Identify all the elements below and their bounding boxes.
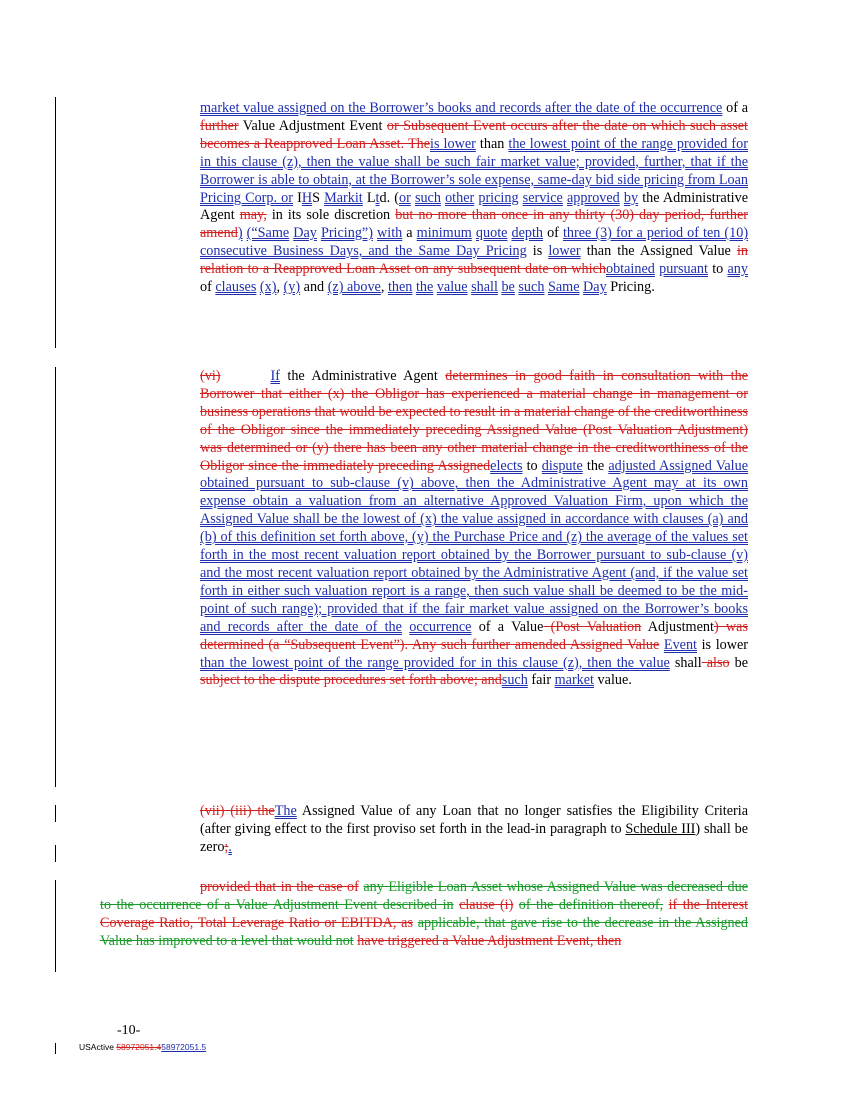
- deleted-text: may,: [239, 207, 267, 224]
- moved-deleted-text: any Eligible Loan Asset whose Assigned Value was decreased due to the occurrence of a Value Adjustment Event described in: [100, 879, 749, 913]
- deleted-text: further: [200, 117, 239, 134]
- inserted-text: Markit: [324, 189, 363, 206]
- inserted-text: The: [274, 803, 297, 819]
- deleted-text: ;: [224, 838, 229, 855]
- deleted-text: in relation to a Reapproved Loan Asset on any subsequent date on which: [200, 243, 748, 278]
- inserted-text: is lower: [430, 135, 476, 152]
- inserted-text: (“Same: [246, 225, 290, 242]
- inserted-text: quote: [475, 225, 508, 242]
- inserted-text: clauses: [215, 279, 257, 296]
- text-run: of a: [722, 100, 749, 116]
- inserted-text: ): [237, 225, 243, 242]
- inserted-text: or: [398, 189, 411, 206]
- document-id-prefix: USActive: [79, 1042, 117, 1052]
- deleted-text: clause (i): [459, 896, 514, 913]
- deleted-text: but no more than once in any thirty (30) day period, further amend: [200, 207, 748, 242]
- inserted-text: .: [228, 838, 232, 855]
- text-run: be: [729, 654, 748, 671]
- text-run: ,: [380, 279, 388, 296]
- text-run: of: [200, 279, 216, 296]
- change-bar: [55, 367, 56, 787]
- inserted-text: (y): [283, 279, 301, 296]
- text-run: of: [543, 225, 563, 242]
- text-run: value.: [594, 672, 632, 689]
- text-run: in its sole discretion: [266, 207, 396, 224]
- deleted-text: (iii) the: [224, 803, 275, 819]
- deleted-text: or Subsequent Event occurs after the date on which such asset becomes a Reapproved Loan Asset. The: [200, 117, 748, 152]
- inserted-text: market: [554, 672, 594, 689]
- text-run: to: [707, 261, 728, 278]
- inserted-text: pursuant: [659, 261, 708, 278]
- deleted-text: ) was determined (a “Subsequent Event”). Any such further amended Assigned Value: [200, 618, 748, 653]
- page-number: -10-: [117, 1023, 141, 1038]
- inserted-text: market value assigned on the Borrower’s books and records after the date of the occurrence: [200, 100, 723, 116]
- paragraph-market-value: [200, 100, 748, 297]
- paragraph-sub-clause-vi: [200, 368, 748, 690]
- document-id-inserted: 58972051.5: [161, 1042, 207, 1052]
- text-run: L: [362, 189, 376, 206]
- text-run: ) shall be zero: [200, 820, 748, 855]
- inserted-text: t: [375, 189, 380, 206]
- moved-deleted-text: applicable, that gave rise to the decrease in the Assigned Value has improved to a level that would not: [100, 914, 749, 949]
- change-bar: [55, 805, 56, 822]
- inserted-text: be: [501, 279, 515, 296]
- inserted-text: such: [501, 672, 528, 689]
- inserted-text: Same: [547, 279, 580, 296]
- text-run: shall: [669, 654, 702, 671]
- inserted-text: approved: [566, 189, 620, 206]
- inserted-text: obtained: [605, 261, 655, 278]
- inserted-text: the lowest point of the range provided for in this clause (z), then the value shall be such fair market value; provided, further, that if the Borrower is able to obtain, at the Borrower’s sole expense, same-day bid side pricing from Loan Pricing Corp. or: [200, 135, 748, 206]
- text-run: to: [522, 457, 542, 474]
- deleted-text: have triggered a Value Adjustment Event, then: [357, 932, 622, 949]
- inserted-text: Day: [293, 225, 317, 242]
- inserted-text: depth: [511, 225, 544, 242]
- inserted-text: three (3) for a period of ten (10) consecutive Business Days, and the Same Day Pricing: [200, 225, 749, 260]
- deleted-text: if the Interest Coverage Ratio, Total Leverage Ratio or EBITDA, as: [100, 896, 749, 931]
- text-run: than: [475, 135, 509, 152]
- inserted-text: pricing: [478, 189, 519, 206]
- text-run: fair: [527, 672, 555, 689]
- text-run: d. (: [379, 189, 399, 206]
- inserted-text: value: [436, 279, 468, 296]
- text-run: is lower: [697, 636, 748, 653]
- text-run: Adjustment: [641, 618, 714, 635]
- text-run: of a Value: [471, 618, 544, 635]
- change-bar: [55, 845, 56, 862]
- change-bar: [55, 1043, 56, 1054]
- inserted-text: such: [518, 279, 545, 296]
- inserted-text: minimum: [416, 225, 472, 242]
- inserted-text: the: [415, 279, 434, 296]
- deleted-text: also: [701, 654, 730, 671]
- underlined-text: Schedule III: [625, 820, 696, 837]
- deleted-text: (vii): [200, 803, 225, 819]
- inserted-text: Event: [663, 636, 697, 653]
- paragraph-proviso: [100, 879, 748, 951]
- text-run: than the Assigned Value: [580, 243, 737, 260]
- inserted-text: (z) above: [327, 279, 381, 296]
- text-run: the Administrative Agent: [279, 368, 446, 384]
- text-run: a: [402, 225, 417, 242]
- paragraph-sub-clause-vii: [200, 803, 748, 857]
- text-run: Assigned Value of any Loan that no longer satisfies the Eligibility Criteria (after giving effect to the first proviso set forth in the lead-in paragraph to: [200, 803, 748, 837]
- inserted-text: other: [445, 189, 475, 206]
- text-run: I: [292, 189, 302, 206]
- text-run: S: [312, 189, 325, 206]
- inserted-text: service: [522, 189, 563, 206]
- inserted-text: If: [270, 368, 280, 384]
- inserted-text: elects: [490, 457, 523, 474]
- inserted-text: Day: [583, 279, 607, 296]
- moved-deleted-text: of the definition thereof,: [518, 896, 664, 913]
- deleted-text: subject to the dispute procedures set forth above; and: [200, 672, 502, 689]
- inserted-text: shall: [471, 279, 498, 296]
- deleted-text: provided that in the case of: [200, 879, 359, 895]
- inserted-text: then: [387, 279, 413, 296]
- inserted-text: by: [623, 189, 639, 206]
- document-id: [79, 1042, 206, 1052]
- text-run: and: [300, 279, 328, 296]
- text-run: Value Adjustment Event: [238, 117, 387, 134]
- inserted-text: H: [301, 189, 313, 206]
- inserted-text: any: [727, 261, 748, 278]
- change-bar: [55, 97, 56, 348]
- document-id-deleted: 58972051.4: [116, 1042, 162, 1052]
- text-run: the Administrative Agent: [200, 189, 749, 224]
- text-run: is: [526, 243, 549, 260]
- deleted-text: determines in good faith in consultation with the Borrower that either (x) the Obligor has experienced a material change in management or business operations that would be expected to result in a material change of the creditworthiness of the Obligor since the immediately preceding Assigned Value (Post Valuation Adjustment) was determined or (y) there has been any other material change in the creditworthiness of the Obligor since the immediately preceding Assigned: [200, 368, 748, 474]
- inserted-text: occurrence: [409, 618, 472, 635]
- inserted-text: adjusted Assigned Value obtained pursuant to sub-clause (v) above, then the Administrative Agent may at its own expense obtain a valuation from an alternative Approved Valuation Firm, upon which the Assigned Value shall be the lowest of (x) the value assigned in accordance with clauses (a) and (b) of this definition set forth above, (y) the Purchase Price and (z) the average of the values set forth in the most recent valuation report obtained by the Borrower pursuant to sub-clause (v) and the most recent valuation report obtained by the Administrative Agent (and, if the value set forth in either such valuation report is a range, then such value shall be deemed to be the mid-point of such range); provided that if the fair market value assigned on the Borrower’s books and records after the date of the: [200, 457, 748, 635]
- text-run: Pricing.: [606, 279, 655, 296]
- inserted-text: Pricing”): [320, 225, 373, 242]
- inserted-text: such: [414, 189, 441, 206]
- inserted-text: (x): [259, 279, 277, 296]
- inserted-text: with: [377, 225, 403, 242]
- text-run: the: [582, 457, 609, 474]
- change-bar: [55, 880, 56, 972]
- deleted-text: (vi): [200, 368, 221, 384]
- inserted-text: lower: [548, 243, 581, 260]
- deleted-text: (Post Valuation: [543, 618, 642, 635]
- inserted-text: than the lowest point of the range provided for in this clause (z), then the value: [200, 654, 670, 671]
- inserted-text: dispute: [541, 457, 583, 474]
- text-run: ,: [276, 279, 284, 296]
